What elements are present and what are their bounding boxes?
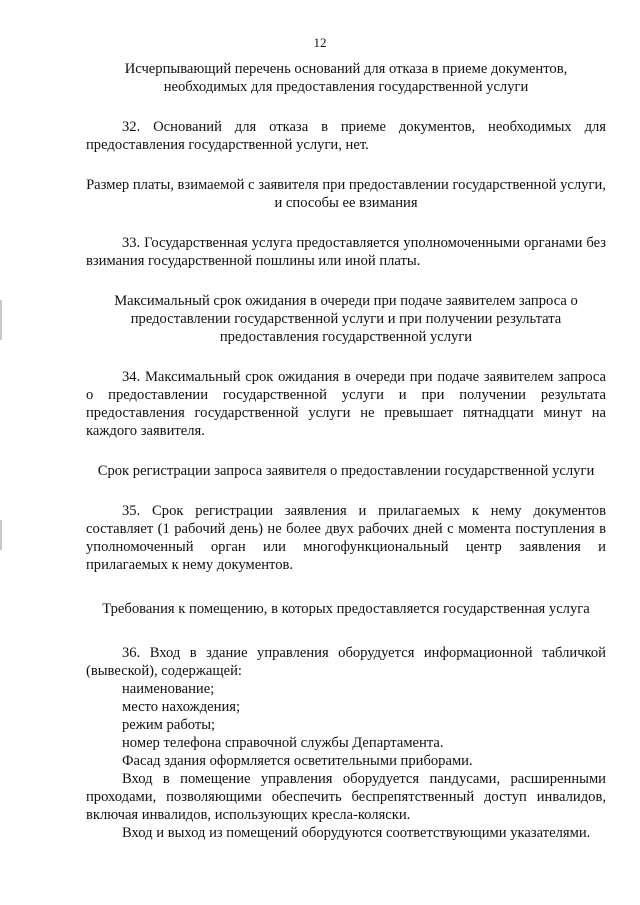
list-item: режим работы; — [122, 717, 216, 733]
paragraph-36: 36. Вход в здание управления оборудуется информационной табличкой (вывеской), содержащей: — [86, 645, 606, 679]
section-heading: Максимальный срок ожидания в очереди при подаче заявителем запроса о предоставлении государственной услуги и при получении результата предоставления государственной услуги — [114, 293, 578, 345]
paragraph-33: 33. Государственная услуга предоставляется уполномоченными органами без взимания государственной пошлины или иной платы. — [86, 235, 606, 269]
list-item: наименование; — [122, 681, 215, 697]
scan-edge-mark — [0, 300, 2, 340]
page-number: 12 — [313, 35, 327, 50]
paragraph-facade: Фасад здания оформляется осветительными приборами. — [122, 753, 473, 769]
list-item: номер телефона справочной службы Департамента. — [122, 735, 444, 751]
section-heading: Исчерпывающий перечень оснований для отказа в приеме документов, необходимых для предоставления государственной услуги — [124, 61, 568, 95]
paragraph-entrance-signs: Вход и выход из помещений оборудуются соответствующими указателями. — [122, 825, 591, 841]
paragraph-entrance-ramps: Вход в помещение управления оборудуется пандусами, расширенными проходами, позволяющими обеспечить беспрепятственный доступ инвалидов, включая инвалидов, использующих кресла-коляски. — [86, 771, 606, 823]
section-heading: Срок регистрации запроса заявителя о предоставлении государственной услуги — [97, 463, 595, 479]
paragraph-35: 35. Срок регистрации заявления и прилагаемых к нему документов составляет (1 рабочий день) не более двух рабочих дней с момента поступления в уполномоченный орган или многофункциональный центр заявления и прилагаемых к нему документов. — [86, 503, 606, 573]
list-item: место нахождения; — [122, 699, 241, 715]
document-body — [86, 60, 606, 842]
scan-edge-mark — [0, 520, 2, 550]
section-heading: Размер платы, взимаемой с заявителя при предоставлении государственной услуги, и способы ее взимания — [86, 177, 606, 211]
section-heading: Требования к помещению, в которых предоставляется государственная услуга — [102, 601, 590, 617]
paragraph-34: 34. Максимальный срок ожидания в очереди при подаче заявителем запроса о предоставлении государственной услуги и при получении результата предоставления государственной услуги не превышает пятнадцати минут на каждого заявителя. — [86, 369, 606, 439]
paragraph-32: 32. Оснований для отказа в приеме документов, необходимых для предоставления государственной услуги, нет. — [86, 119, 606, 153]
